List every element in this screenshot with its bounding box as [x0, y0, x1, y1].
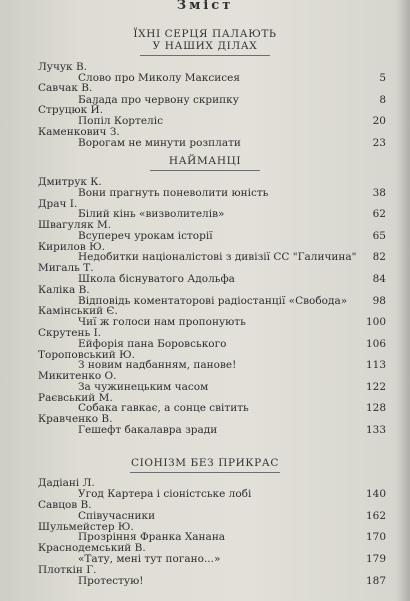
toc-page-number: 8 [379, 94, 386, 106]
toc-title: За чужинецьким часом [78, 381, 209, 393]
toc-page-number: 106 [365, 338, 386, 350]
toc-title: Угод Картера і сіоністське лобі [78, 488, 252, 500]
section-title-line: НАЙМАНЦІ [168, 155, 242, 167]
section-title-line: У НАШИХ ДІЛАХ [152, 40, 258, 52]
toc-title: Чиї ж голоси нам пропонують [78, 316, 246, 328]
toc-author: Тороповський Ю. [38, 349, 135, 361]
toc-page-number: 133 [365, 424, 386, 436]
toc-page-number: 38 [372, 187, 386, 199]
toc-page-number: 187 [365, 575, 386, 587]
toc-page-number: 98 [372, 295, 386, 307]
toc-author: Плоткін Г. [38, 564, 97, 576]
toc-page-number: 113 [365, 359, 386, 371]
toc-author: Раєвський М. [38, 392, 113, 404]
toc-page-number: 122 [365, 381, 386, 393]
toc-page-number: 162 [365, 510, 386, 522]
page-fold-shadow [396, 0, 410, 601]
toc-author: Кравченко В. [38, 413, 113, 425]
toc-page-number: 100 [365, 316, 386, 328]
toc-title: Попіл Кортеліс [78, 115, 163, 127]
section-divider [140, 55, 270, 56]
toc-title: З новим надбанням, панове! [78, 359, 237, 371]
contents-heading: Зміст [176, 0, 234, 13]
toc-page-number: 84 [372, 273, 386, 285]
toc-author: Микитенко О. [38, 370, 117, 382]
toc-title: «Тату, мені тут погано...» [78, 553, 221, 565]
toc-author: Струцюк Й. [38, 104, 104, 116]
toc-page-number: 140 [365, 488, 386, 500]
toc-author: Скрутень І. [38, 327, 102, 339]
toc-title: Ворогам не минути розплати [78, 137, 241, 149]
toc-page-number: 65 [372, 230, 386, 242]
toc-page-number: 62 [372, 208, 386, 220]
toc-title: Ейфорія пана Боровського [78, 338, 227, 350]
toc-author: Камінський Є. [38, 305, 118, 317]
toc-title: Відповідь коментаторові радіостанції «Свобода» [78, 295, 348, 307]
toc-title: Школа біснуватого Адольфа [78, 273, 235, 285]
toc-page-number: 179 [365, 553, 386, 565]
toc-author: Дмитрук К. [38, 176, 102, 188]
toc-title: Гешефт бакалавра зради [78, 424, 218, 436]
toc-author: Савцов В. [38, 499, 92, 511]
toc-title: Прозріння Франка Ханана [78, 531, 226, 543]
toc-author: Швагуляк М. [38, 219, 112, 231]
toc-page-number: 82 [372, 251, 386, 263]
toc-author: Каліка В. [38, 284, 90, 296]
toc-author: Каменкович З. [38, 126, 120, 138]
toc-author: Савчак В. [38, 82, 93, 94]
toc-title: Слово про Миколу Максисея [78, 72, 240, 84]
toc-author: Мигаль Т. [38, 262, 94, 274]
section-divider [150, 170, 260, 171]
toc-page-number: 128 [365, 402, 386, 414]
section-title-line: СІОНІЗМ БЕЗ ПРИКРАС [131, 457, 279, 469]
toc-title: Недобитки націоналістові з дивізії СС "Галичина" [78, 251, 357, 263]
toc-author: Драч І. [38, 198, 78, 210]
section-title-line: ЇХНІ СЕРЦЯ ПАЛАЮТЬ [133, 28, 277, 40]
toc-author: Дадіані Л. [38, 477, 95, 489]
section-divider [130, 472, 280, 473]
toc-page-number: 170 [365, 531, 386, 543]
toc-page-number: 20 [372, 115, 386, 127]
toc-page-number: 23 [372, 137, 386, 149]
toc-title: Собака гавкає, а сонце світить [78, 402, 249, 414]
toc-author: Лучук В. [38, 61, 88, 73]
toc-page-number: 5 [379, 72, 386, 84]
toc-author: Кирилов Ю. [38, 241, 105, 253]
toc-title: Балада про червону скрипку [78, 94, 239, 106]
toc-title: Співучасники [78, 510, 156, 522]
toc-title: Вони прагнуть поневолити юність [78, 187, 269, 199]
toc-author: Шульмейстер Ю. [38, 521, 134, 533]
toc-title: Всупереч урокам історії [78, 230, 213, 242]
toc-title: Білий кінь «визволителів» [78, 208, 225, 220]
toc-title: Протестую! [78, 575, 144, 587]
toc-author: Краснодемський В. [38, 542, 146, 554]
